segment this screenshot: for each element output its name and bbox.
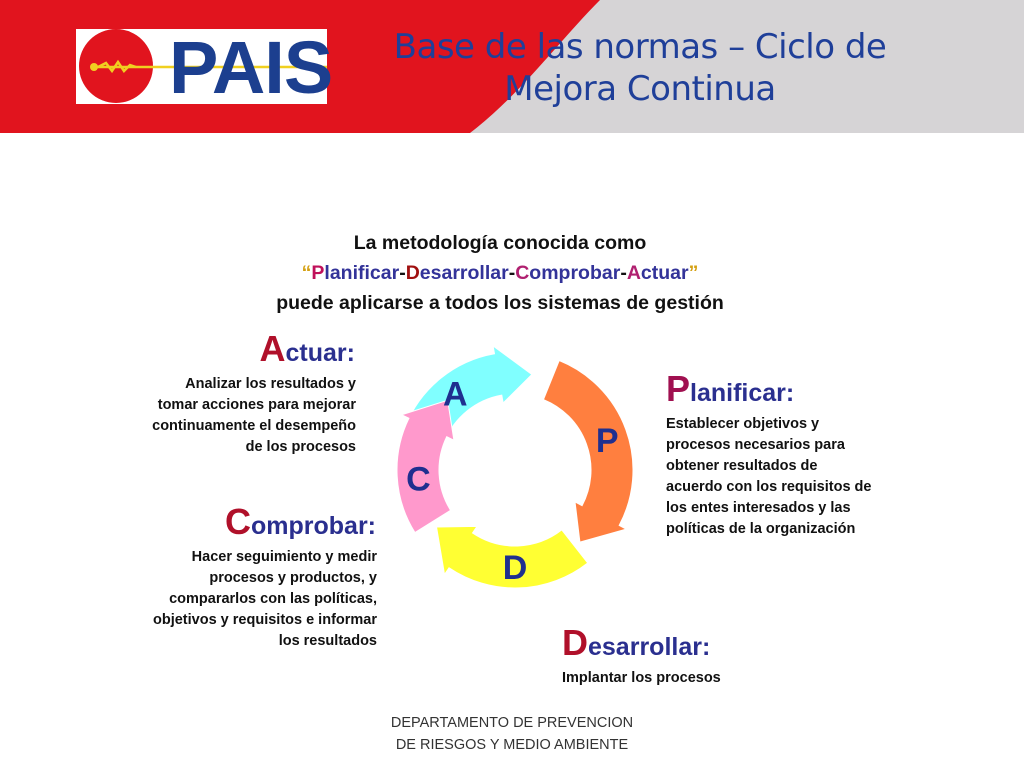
planificar-description-line: obtener resultados de bbox=[666, 458, 818, 474]
intro-line1: La metodología conocida como bbox=[353, 232, 647, 254]
intro-a-letter: A bbox=[626, 262, 641, 284]
cycle-letter-a: A bbox=[442, 375, 468, 414]
footer bbox=[350, 712, 674, 756]
cycle-arrow-p bbox=[543, 361, 633, 542]
slide-title-line1: Base de las normas – Ciclo de bbox=[393, 27, 887, 67]
planificar-description bbox=[666, 414, 906, 540]
desarrollar-description-line: Implantar los procesos bbox=[562, 670, 721, 686]
intro-c-rest: omprobar bbox=[529, 262, 621, 284]
comprobar-description-line: los resultados bbox=[278, 633, 377, 649]
comprobar-description bbox=[120, 547, 377, 652]
desarrollar-rest: esarrollar: bbox=[588, 633, 711, 661]
intro-d-rest: esarrollar bbox=[419, 262, 509, 284]
comprobar-rest: omprobar: bbox=[251, 512, 376, 540]
quote-close: ” bbox=[688, 262, 699, 284]
planificar-description-line: políticas de la organización bbox=[666, 521, 856, 537]
desarrollar-heading bbox=[562, 622, 711, 664]
actuar-letter: A bbox=[259, 328, 286, 369]
actuar-description-line: Analizar los resultados y bbox=[185, 376, 356, 392]
footer-line1: DEPARTAMENTO DE PREVENCION bbox=[390, 715, 634, 731]
logo-signal-dot bbox=[90, 63, 98, 71]
desarrollar-letter: D bbox=[562, 622, 588, 663]
pdca-cycle-diagram bbox=[380, 322, 650, 622]
company-logo bbox=[76, 26, 333, 109]
intro-line3: puede aplicarse a todos los sistemas de gestión bbox=[276, 292, 724, 314]
intro-a-rest: ctuar bbox=[640, 262, 689, 284]
comprobar-heading bbox=[160, 501, 376, 543]
slide-title bbox=[330, 26, 950, 110]
comprobar-letter: C bbox=[225, 501, 251, 542]
planificar-heading bbox=[666, 368, 795, 410]
header-band bbox=[0, 0, 1024, 133]
planificar-description-line: Establecer objetivos y bbox=[666, 416, 820, 432]
comprobar-description-line: objetivos y requisitos e informar bbox=[153, 612, 377, 628]
intro-text bbox=[240, 228, 760, 318]
actuar-description-line: continuamente el desempeño bbox=[152, 418, 356, 434]
actuar-description-line: tomar acciones para mejorar bbox=[157, 397, 356, 413]
intro-c-letter: C bbox=[515, 262, 530, 284]
comprobar-description-line: compararlos con las políticas, bbox=[169, 591, 377, 607]
planificar-description-line: procesos necesarios para bbox=[666, 437, 845, 453]
cycle-letter-c: C bbox=[406, 460, 431, 499]
intro-p-rest: lanificar bbox=[324, 262, 400, 284]
comprobar-description-line: Hacer seguimiento y medir bbox=[191, 549, 377, 565]
intro-d-letter: D bbox=[405, 262, 420, 284]
logo-text: PAIS bbox=[169, 26, 333, 109]
footer-line2: DE RIESGOS Y MEDIO AMBIENTE bbox=[395, 737, 629, 753]
planificar-letter: P bbox=[666, 368, 691, 409]
intro-p-letter: P bbox=[311, 262, 325, 284]
desarrollar-description bbox=[562, 668, 782, 689]
actuar-description-line: de los procesos bbox=[245, 439, 356, 455]
actuar-rest: ctuar: bbox=[285, 339, 355, 367]
comprobar-description-line: procesos y productos, y bbox=[209, 570, 377, 586]
planificar-description-line: acuerdo con los requisitos de bbox=[666, 479, 872, 495]
quote-open: “ bbox=[301, 262, 312, 284]
cycle-letter-d: D bbox=[502, 549, 528, 587]
intro-line2: “Planificar-Desarrollar-Comprobar-Actuar” bbox=[301, 262, 699, 284]
actuar-heading bbox=[150, 328, 355, 370]
slide-title-line2: Mejora Continua bbox=[504, 69, 776, 109]
actuar-description bbox=[120, 374, 356, 458]
planificar-description-line: los entes interesados y las bbox=[666, 500, 851, 516]
cycle-letter-p: P bbox=[595, 422, 619, 461]
planificar-rest: lanificar: bbox=[690, 379, 795, 407]
